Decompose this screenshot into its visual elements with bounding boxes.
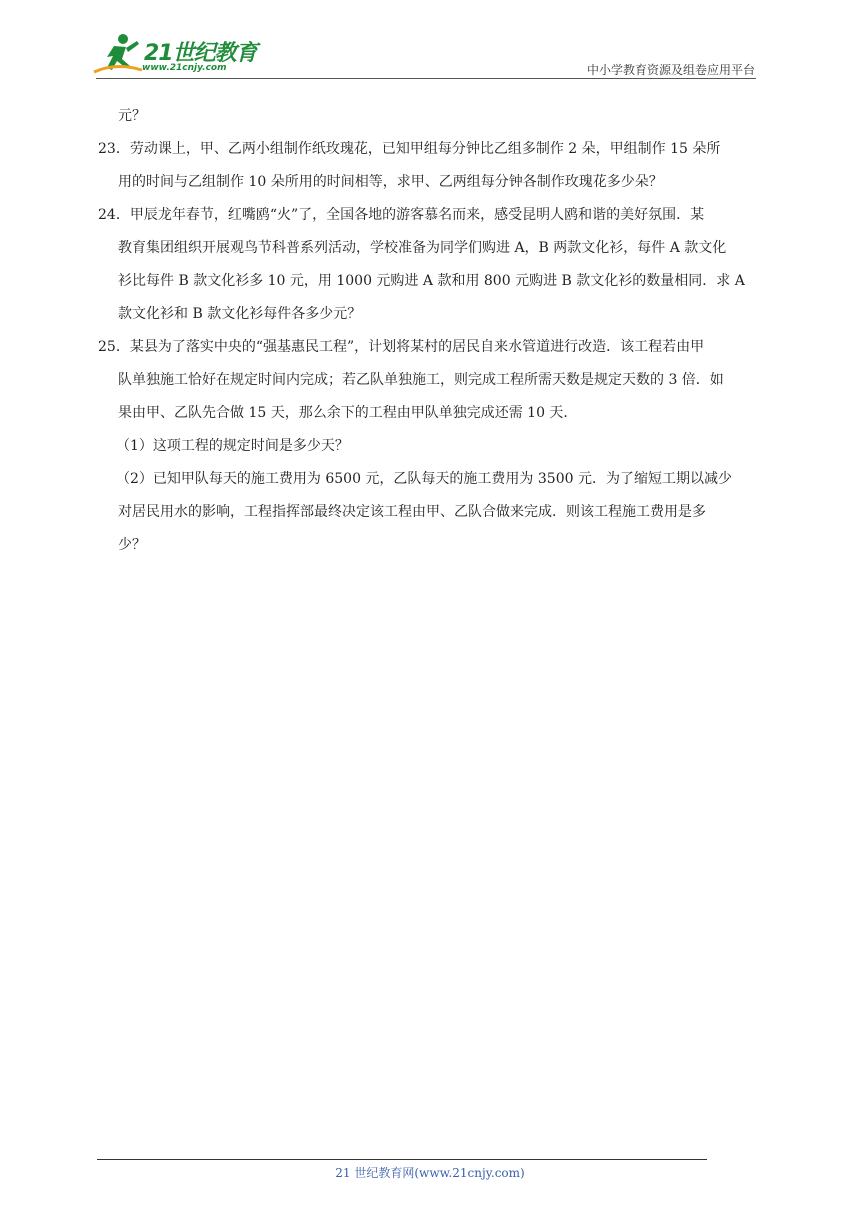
logo-url: www.21cnjy.com bbox=[142, 63, 227, 73]
header-divider bbox=[96, 78, 756, 79]
text-line: 教育集团组织开展观鸟节科普系列活动，学校准备为同学们购进 A，B 两款文化衫，每件 A 款文化 bbox=[118, 240, 727, 256]
question-25-line: 25．某县为了落实中央的“强基惠民工程”，计划将某村的居民自来水管道进行改造．该工程若由甲 bbox=[98, 339, 705, 355]
text-line: 对居民用水的影响，工程指挥部最终决定该工程由甲、乙队合做来完成．则该工程施工费用是多 bbox=[118, 504, 706, 520]
text-line: 队单独施工恰好在规定时间内完成；若乙队单独施工，则完成工程所需天数是规定天数的 3 倍．如 bbox=[118, 372, 724, 388]
text-line: 少？ bbox=[118, 537, 146, 553]
question-24-line: 24．甲辰龙年春节，红嘴鸥“火”了，全国各地的游客慕名而来，感受昆明人鸥和谐的美好氛围．某 bbox=[98, 207, 705, 223]
question-content bbox=[98, 100, 764, 562]
sub-question-2: （2）已知甲队每天的施工费用为 6500 元，乙队每天的施工费用为 3500 元．为了缩短工期以减少 bbox=[116, 471, 732, 487]
page-footer: 21 世纪教育网(www.21cnjy.com) bbox=[335, 1166, 525, 1180]
text-line: 用的时间与乙组制作 10 朵所用的时间相等，求甲、乙两组每分钟各制作玫瑰花多少朵？ bbox=[118, 174, 663, 190]
page-header bbox=[0, 0, 860, 82]
text-line: 款文化衫和 B 款文化衫每件各多少元？ bbox=[118, 306, 362, 322]
sub-question-1: （1）这项工程的规定时间是多少天？ bbox=[116, 438, 349, 454]
site-logo bbox=[92, 32, 262, 78]
footer-divider bbox=[97, 1159, 707, 1160]
question-23-line: 23．劳动课上，甲、乙两小组制作纸玫瑰花，已知甲组每分钟比乙组多制作 2 朵，甲组制作 15 朵所 bbox=[98, 141, 721, 157]
platform-name: 中小学教育资源及组卷应用平台 bbox=[586, 63, 755, 77]
text-line: 果由甲、乙队先合做 15 天，那么余下的工程由甲队单独完成还需 10 天． bbox=[118, 405, 578, 421]
text-line: 衫比每件 B 款文化衫多 10 元，用 1000 元购进 A 款和用 800 元购进 B 款文化衫的数量相同．求 A bbox=[118, 273, 745, 289]
logo-text: 21世纪教育 bbox=[144, 41, 257, 66]
running-man-icon bbox=[92, 32, 144, 78]
text-line: 元？ bbox=[118, 108, 146, 124]
